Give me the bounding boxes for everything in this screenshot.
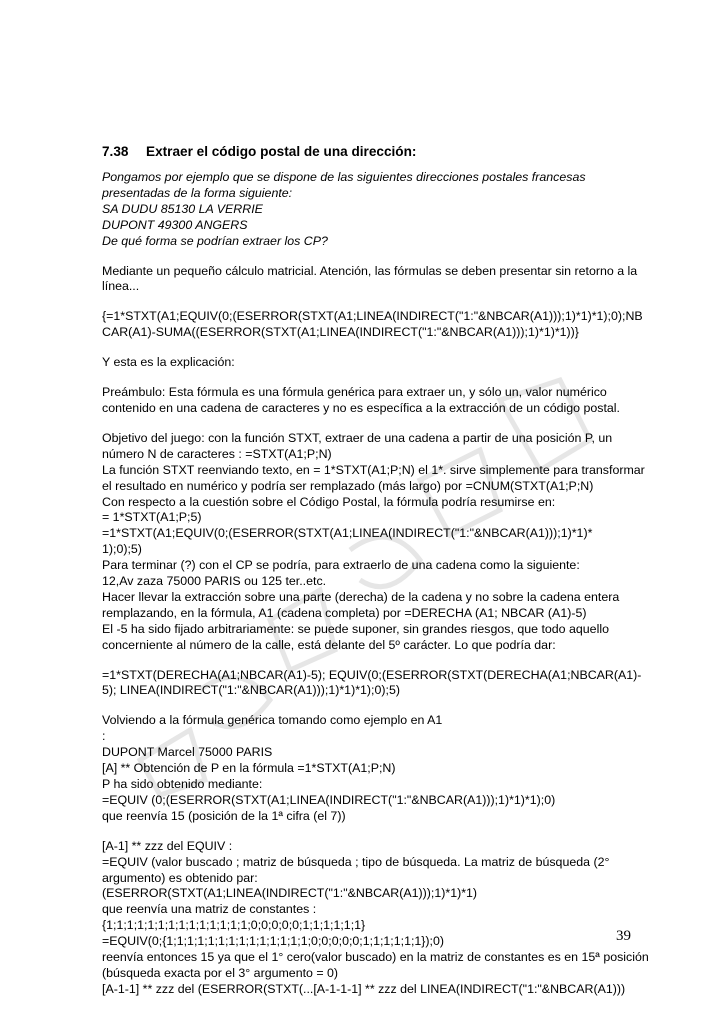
text-line: El -5 ha sido fijado arbitrariamente: se puede suponer, sin grandes riesgos, que todo aquello bbox=[102, 621, 609, 636]
section-title: Extraer el código postal de una dirección: bbox=[146, 144, 417, 159]
intro-paragraph bbox=[102, 170, 628, 250]
text-line: Y esta es la explicación: bbox=[102, 355, 235, 370]
text-line: Para terminar (?) con el CP se podría, para extraerlo de una cadena como la siguiente: bbox=[102, 558, 580, 573]
text-line: [A] ** Obtención de P en la fórmula =1*STXT(A1;P;N) bbox=[102, 761, 396, 776]
text-line: presentadas de la forma siguiente: bbox=[102, 185, 293, 200]
text-line: Volviendo a la fórmula genérica tomando como ejemplo en A1 bbox=[102, 713, 443, 728]
text-line: =1*STXT(DERECHA(A1;NBCAR(A1)-5); EQUIV(0;(ESERROR(STXT(DERECHA(A1;NBCAR(A1)- bbox=[102, 667, 642, 682]
text-line: =1*STXT(A1;EQUIV(0;(ESERROR(STXT(A1;LINEA(INDIRECT("1:"&NBCAR(A1)));1)*1)* bbox=[102, 526, 593, 541]
text-line: Mediante un pequeño cálculo matricial. Atención, las fórmulas se deben presentar sin retorno a la bbox=[102, 263, 638, 278]
text-line: Objetivo del juego: con la función STXT, extraer de una cadena a partir de una posición P, un bbox=[102, 430, 613, 445]
text-line: P ha sido obtenido mediante: bbox=[102, 777, 263, 791]
document-body bbox=[102, 143, 649, 1012]
generic-example-paragraph bbox=[102, 713, 628, 824]
text-line: {1;1;1;1;1;1;1;1;1;1;1;1;1;1;0;0;0;0;0;1;1;1;1;1;1} bbox=[102, 918, 366, 933]
text-line: Hacer llevar la extracción sobre una parte (derecha) de la cadena y no sobre la cadena entera bbox=[102, 589, 620, 604]
text-line: Con respecto a la cuestión sobre el Código Postal, la fórmula podría resumirse en: bbox=[102, 494, 556, 509]
text-line: [A-1-1] ** zzz del (ESERROR(STXT(...[A-1-1-1] ** zzz del LINEA(INDIRECT("1:"&NBCAR(A1))) bbox=[102, 981, 626, 996]
text-line: concerniente al número de la calle, está delante del 5º carácter. Lo que podría dar: bbox=[102, 637, 556, 652]
text-line: línea... bbox=[102, 279, 140, 294]
page-number: 39 bbox=[616, 928, 631, 944]
preamble-paragraph bbox=[102, 385, 628, 417]
objective-paragraph bbox=[102, 430, 645, 654]
text-line: (búsqueda exacta por el 3° argumento = 0) bbox=[102, 965, 339, 980]
text-line: =EQUIV (0;(ESERROR(STXT(A1;LINEA(INDIRECT("1:"&NBCAR(A1)));1)*1)*1);0) bbox=[102, 792, 556, 807]
text-line: CAR(A1)-SUMA((ESERROR(STXT(A1;LINEA(INDIRECT("1:"&NBCAR(A1)));1)*1)*1))} bbox=[102, 325, 579, 340]
text-line: (ESERROR(STXT(A1;LINEA(INDIRECT("1:"&NBCAR(A1)));1)*1)*1) bbox=[102, 886, 478, 901]
text-line: 12,Av zaza 75000 PARIS ou 125 ter..etc. bbox=[102, 574, 327, 589]
text-line: = 1*STXT(A1;P;5) bbox=[102, 510, 202, 525]
text-line: La función STXT reenviando texto, en = 1*STXT(A1;P;N) el 1*. sirve simplemente para transformar bbox=[102, 462, 645, 477]
text-line: Pongamos por ejemplo que se dispone de las siguientes direcciones postales francesas bbox=[102, 170, 586, 184]
text-line: : bbox=[102, 729, 106, 744]
text-line: contenido en una cadena de caracteres y no es específica a la extracción de un código postal. bbox=[102, 400, 620, 415]
method-paragraph bbox=[102, 263, 638, 296]
text-line: 5); LINEA(INDIRECT("1:"&NBCAR(A1)));1)*1)*1);0);5) bbox=[102, 683, 400, 698]
text-line: DUPONT 49300 ANGERS bbox=[102, 217, 248, 232]
text-line: argumento) es obtenido par: bbox=[102, 870, 258, 885]
equiv-paragraph bbox=[102, 838, 649, 998]
text-line: que reenvía una matriz de constantes : bbox=[102, 902, 317, 917]
text-line: reenvía entonces 15 ya que el 1° cero(valor buscado) en la matriz de constantes es en 15ª posición bbox=[102, 950, 649, 965]
text-line: remplazando, en la fórmula, A1 (cadena completa) por =DERECHA (A1; NBCAR (A1)-5) bbox=[102, 605, 587, 620]
text-line: el resultado en numérico y podría ser remplazado (más largo) por =CNUM(STXT(A1;P;N) bbox=[102, 478, 594, 493]
text-line: De qué forma se podrían extraer los CP? bbox=[102, 233, 328, 248]
text-line: =EQUIV(0;{1;1;1;1;1;1;1;1;1;1;1;1;1;1;0;0;0;0;0;1;1;1;1;1;1});0) bbox=[102, 934, 445, 949]
text-line: {=1*STXT(A1;EQUIV(0;(ESERROR(STXT(A1;LINEA(INDIRECT("1:"&NBCAR(A1)));1)*1)*1);0);NB bbox=[102, 309, 643, 324]
explanation-heading bbox=[102, 355, 628, 371]
section-heading bbox=[102, 143, 628, 160]
text-line: número N de caracteres : =STXT(A1;P;N) bbox=[102, 446, 332, 461]
section-number: 7.38 bbox=[102, 144, 129, 159]
text-line: [A-1] ** zzz del EQUIV : bbox=[102, 838, 233, 853]
derecha-formula-paragraph bbox=[102, 667, 642, 700]
text-line: que reenvía 15 (posición de la 1ª cifra (el 7)) bbox=[102, 808, 346, 823]
text-line: Preámbulo: Esta fórmula es una fórmula genérica para extraer un, y sólo un, valor numérico bbox=[102, 385, 607, 400]
text-line: DUPONT Marcel 75000 PARIS bbox=[102, 745, 273, 760]
text-line: =EQUIV (valor buscado ; matriz de búsqueda ; tipo de búsqueda. La matriz de búsqueda (2° bbox=[102, 854, 610, 869]
formula-paragraph bbox=[102, 309, 643, 341]
text-line: 1);0);5) bbox=[102, 542, 142, 557]
text-line: SA DUDU 85130 LA VERRIE bbox=[102, 201, 263, 216]
